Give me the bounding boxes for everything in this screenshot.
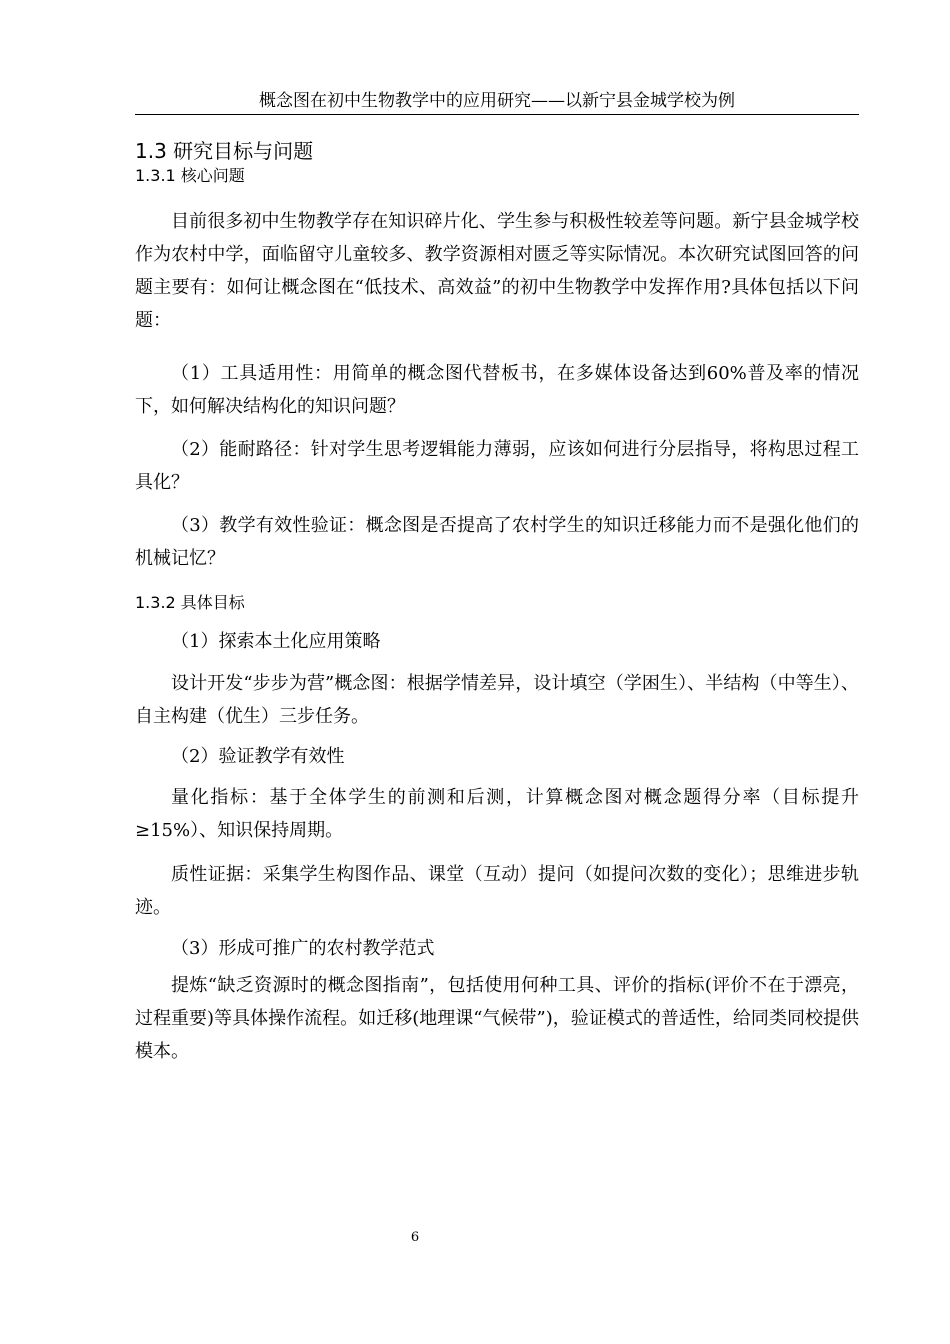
paragraph-question-1: （1）工具适用性：用简单的概念图代替板书，在多媒体设备达到60%普及率的情况下，如何解决结构化的知识问题？ (135, 363, 859, 417)
goal-1-title: （1）探索本土化应用策略 (171, 631, 381, 652)
section-heading: 1.3 研究目标与问题 (135, 139, 314, 163)
paragraph-intro: 目前很多初中生物教学存在知识碎片化、学生参与积极性较差等问题。新宁县金城学校作为农村中学，面临留守儿童较多、教学资源相对匮乏等实际情况。本次研究试图回答的问题主要有：如何让概念图在“低技术、高效益”的初中生物教学中发挥作用?具体包括以下问题： (135, 211, 859, 331)
goal-2-quantitative-text: 量化指标：基于全体学生的前测和后测，计算概念图对概念题得分率（目标提升≥15%）、知识保持周期。 (135, 787, 859, 841)
header-divider (135, 114, 859, 115)
goal-2-qualitative-text: 质性证据：采集学生构图作品、课堂（互动）提问（如提问次数的变化）；思维进步轨迹。 (135, 864, 859, 918)
goal-1-text: 设计开发“步步为营”概念图：根据学情差异，设计填空（学困生）、半结构（中等生）、自主构建（优生）三步任务。 (135, 673, 859, 727)
page-number: 6 (410, 1230, 420, 1245)
goal-3-title: （3）形成可推广的农村教学范式 (171, 938, 435, 959)
paragraph-question-3: （3）教学有效性验证：概念图是否提高了农村学生的知识迁移能力而不是强化他们的机械记忆？ (135, 515, 859, 569)
goal-2-title: （2）验证教学有效性 (171, 746, 345, 767)
goal-3-text: 提炼“缺乏资源时的概念图指南”，包括使用何种工具、评价的指标(评价不在于漂亮，过程重要)等具体操作流程。如迁移(地理课“气候带”)，验证模式的普适性，给同类同校提供模本。 (135, 975, 859, 1062)
subsection-heading-goals: 1.3.2 具体目标 (135, 593, 245, 612)
running-header-title: 概念图在初中生物教学中的应用研究——以新宁县金城学校为例 (259, 91, 735, 111)
paragraph-question-2: （2）能耐路径：针对学生思考逻辑能力薄弱，应该如何进行分层指导，将构思过程工具化？ (135, 439, 859, 493)
subsection-heading-core-questions: 1.3.1 核心问题 (135, 166, 245, 185)
